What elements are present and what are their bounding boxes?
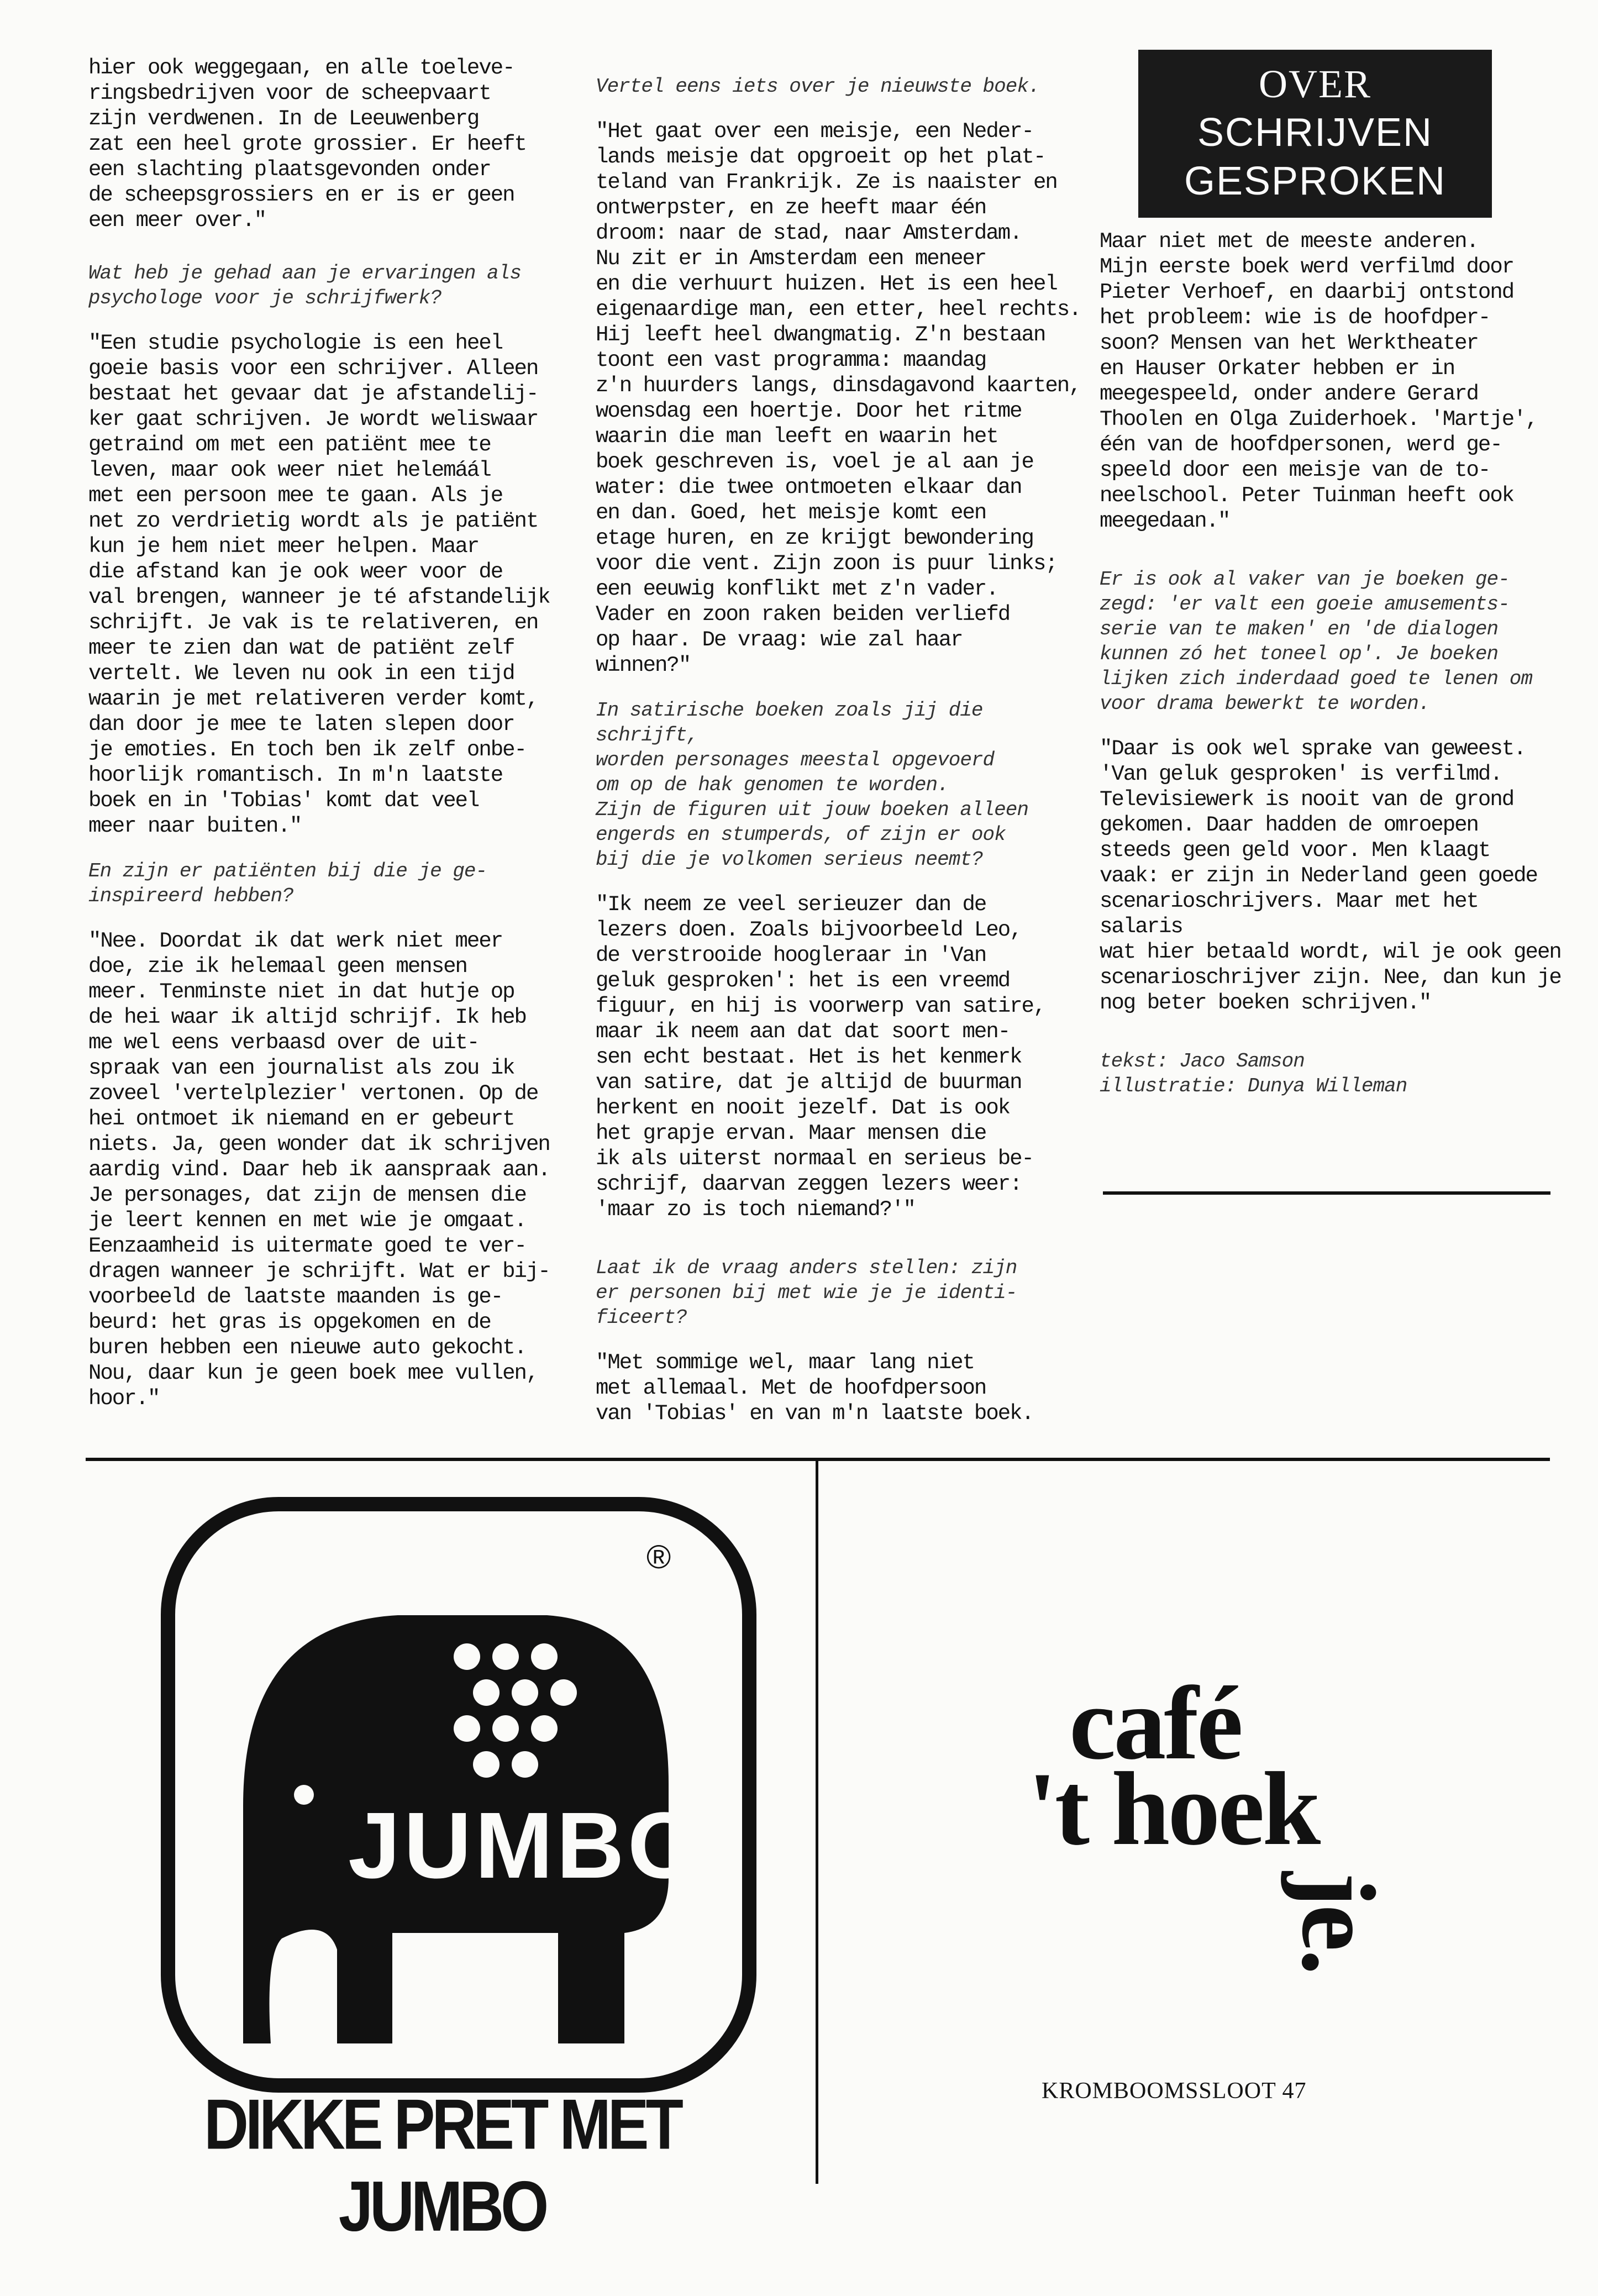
- paragraph: "Ik neem ze veel serieuzer dan de lezers doen. Zoals bijvoorbeeld Leo, de verstrooide hoogleraar in 'Van geluk gesproken': het is een vreemd figuur, en hij is voorwerp van satire, maar ik neem aan dat dat soort men- sen echt bestaat. Het is het kenmerk van satire, dat je altijd de buurman herkent en nooit jezelf. Dat is ook het grapje ervan. Maar mensen die ik als uiterst normaal en serieus be- schrijf, daarvan zeggen lezers weer: 'maar zo is toch niemand?'": [596, 892, 1045, 1222]
- article-column-2: [596, 74, 1082, 1446]
- paragraph: "Daar is ook wel sprake van geweest. 'Van geluk gesproken' is verfilmd. Televisiewerk is nooit van de grond gekomen. Daar hadden de omroepen steeds geen geld voor. Men klaagt vaak: er zijn in Nederland geen goede scenarioschrijvers. Maar met het salaris wat hier betaald wordt, wil je ook geen scenarioschrijver zijn. Nee, dan kun je nog beter boeken schrijven.": [1100, 737, 1561, 1015]
- cafe-name-line-2: 't hoek: [1028, 1751, 1319, 1867]
- article-end-rule: [1103, 1191, 1550, 1195]
- interview-question: Vertel eens iets over je nieuwste boek.: [596, 75, 1040, 98]
- heading-line: OVER: [1259, 62, 1371, 106]
- paragraph: "Het gaat over een meisje, een Neder- lands meisje dat opgroeit op het plat- teland van Frankrijk. Ze is naaister en ontwerpster, en ze heeft maar één droom: naar de stad, naar Amsterdam. Nu zit er in Amsterdam een meneer en die verhuurt huizen. Het is een heel eigenaardige man, een etter, heel rechts. Hij leeft heel dwangmatig. Z'n bestaan toont een vast programma: maandag z'n huurders langs, dinsdagavond kaarten, woensdag een hoertje. Door het ritme waarin die man leeft en waarin het boek geschreven is, voel je al aan je water: die twee ontmoeten elkaar dan en dan. Goed, het meisje komt een etage huren, en ze krijgt bewondering voor die vent. Zijn zoon is puur links; een eeuwig konflikt met z'n vader. Vader en zoon raken beiden verliefd op haar. De vraag: wie zal haar winnen?": [596, 119, 1081, 677]
- paragraph: "Nee. Doordat ik dat werk niet meer doe, zie ik helemaal geen mensen meer. Tenminste niet in dat hutje op de hei waar ik altijd schrijf. Ik heb me wel eens verbaasd over de uit- spraak van een journalist als zou ik zoveel 'vertelplezier' vertonen. Op de hei ontmoet ik niemand en er gebeurt niets. Ja, geen wonder dat ik schrijven aardig vind. Daar heb ik aanspraak aan. Je personages, dat zijn de mensen die je leert kennen en met wie je omgaat. Eenzaamheid is uitermate goed te ver- dragen wanneer je schrijft. Wat er bij- voorbeeld de laatste maanden is ge- beurd: het gras is opgekomen en de buren hebben een nieuwe auto gekocht. Nou, daar kun je geen boek mee vullen, hoor.": [88, 929, 550, 1411]
- jumbo-elephant-logo: [160, 1496, 757, 2093]
- interview-question: En zijn er patiënten bij die je ge- inspireerd hebben?: [88, 860, 487, 907]
- cafe-name-line-3: je.: [1280, 1872, 1396, 1973]
- interview-question: Wat heb je gehad aan je ervaringen als psychologe voor je schrijfwerk?: [88, 262, 521, 309]
- heading-line: SCHRIJVEN: [1197, 111, 1433, 155]
- interview-question: Er is ook al vaker van je boeken ge- zegd: 'er valt een goeie amusements- serie van te maken' en 'de dialogen kunnen zó het toneel op'. Je boeken lijken zich inderdaad goed te lenen om voor drama bewerkt te worden.: [1100, 568, 1532, 715]
- paragraph: Maar niet met de meeste anderen. Mijn eerste boek werd verfilmd door Pieter Verhoef, en daarbij ontstond het probleem: wie is de hoofdper- soon? Mensen van het Werktheater en Hauser Orkater hebben er in meegespeeld, onder andere Gerard Thoolen en Olga Zuiderhoek. 'Martje', één van de hoofdpersonen, werd ge- speeld door een meisje van de to- neelschool. Peter Tuinman heeft ook meegedaan.": [1100, 229, 1537, 533]
- jumbo-slogan: DIKKE PRET MET JUMBO: [204, 2084, 680, 2246]
- section-heading: [1138, 50, 1492, 218]
- elephant-eye: [294, 1785, 314, 1805]
- paragraph: hier ook weggegaan, en alle toeleve- ringsbedrijven voor de scheepvaart zijn verdwenen. In de Leeuwenberg zat een heel grote grossier. Er heeft een slachting plaatsgevonden onder de scheepsgrossiers en er is er geen een meer over.": [88, 56, 526, 233]
- heading-line: GESPROKEN: [1184, 159, 1447, 203]
- article-column-1: [88, 55, 564, 1431]
- cafe-address: KROMBOOMSSLOOT 47: [1042, 2078, 1307, 2104]
- article-credits: tekst: Jaco Samson illustratie: Dunya Willeman: [1100, 1050, 1407, 1097]
- article-column-3: [1100, 229, 1564, 1118]
- interview-question: In satirische boeken zoals jij die schrijft, worden personages meestal opgevoerd om op de hak genomen te worden. Zijn de figuren uit jouw boeken alleen engerds en stumperds, of zijn er ook bij die je volkomen serieus neemt?: [596, 699, 1028, 871]
- cafe-name-line-1: café: [1069, 1665, 1241, 1782]
- registered-trademark-icon: ®: [646, 1538, 671, 1575]
- ad-divider-vertical: [816, 1460, 818, 2184]
- jumbo-wordmark: JUMBO: [348, 1793, 704, 1898]
- paragraph: "Met sommige wel, maar lang niet met allemaal. Met de hoofdpersoon van 'Tobias' en van m'n laatste boek.: [596, 1351, 1033, 1426]
- paragraph: "Een studie psychologie is een heel goeie basis voor een schrijver. Alleen bestaat het gevaar dat je afstandelij- ker gaat schrijven. Je wordt weliswaar getraind om met een patiënt mee te leven, maar ook weer niet helemáál met een persoon mee te gaan. Als je net zo verdrietig wordt als je patiënt kun je hem niet meer helpen. Maar die afstand kan je ook weer voor de val brengen, wanneer je té afstandelijk schrijft. Je vak is te relativeren, en meer te zien dan wat de patiënt zelf vertelt. We leven nu ook in een tijd waarin je met relativeren verder komt, dan door je mee te laten slepen door je emoties. En toch ben ik zelf onbe- hoorlijk romantisch. In m'n laatste boek en in 'Tobias' komt dat veel meer naar buiten.": [88, 331, 550, 838]
- interview-question: Laat ik de vraag anders stellen: zijn er personen bij met wie je je identi- ficeert?: [596, 1257, 1017, 1329]
